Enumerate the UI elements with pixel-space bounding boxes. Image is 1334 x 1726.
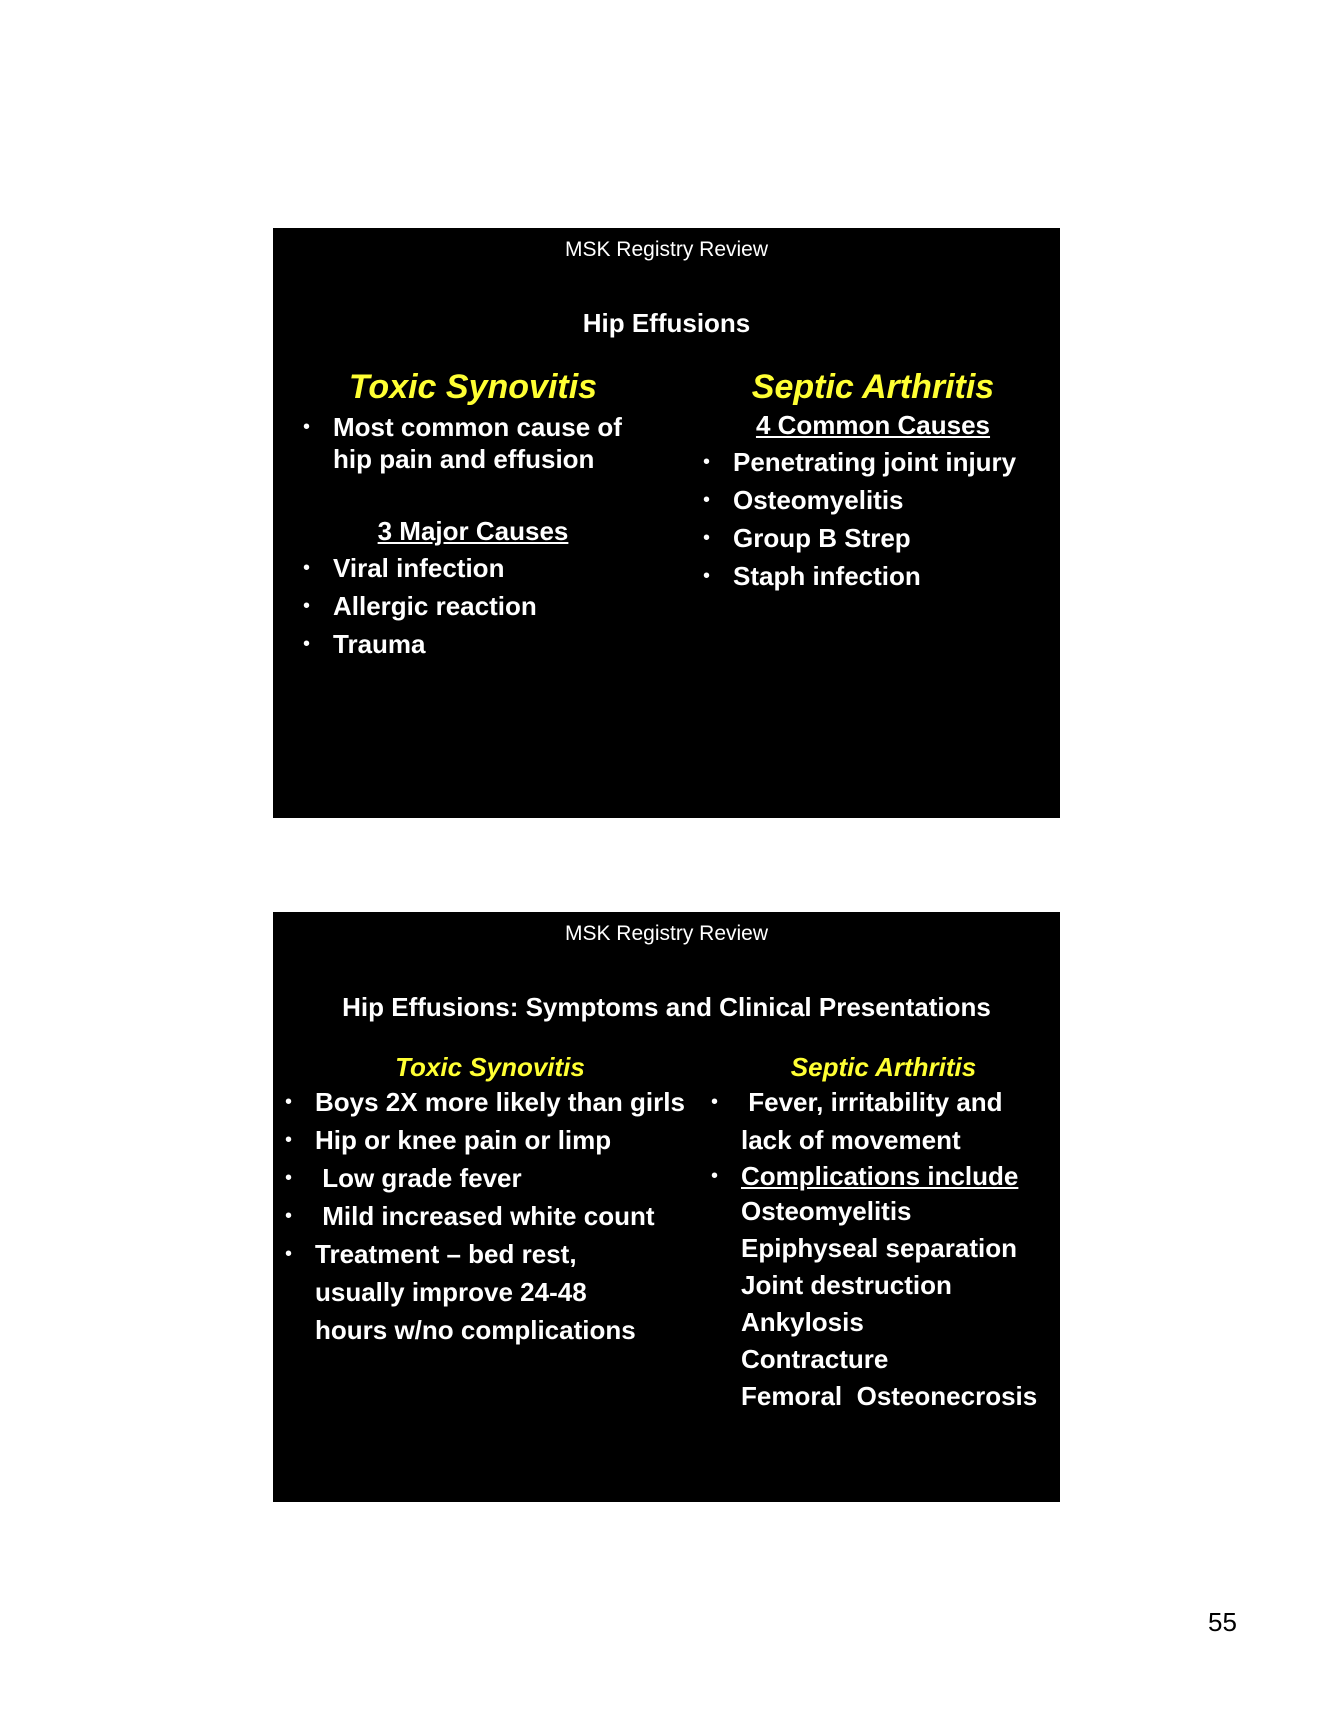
complication-item: Epiphyseal separation — [741, 1233, 1017, 1263]
list-item: • Mild increased white count — [285, 1197, 695, 1235]
intro-list — [303, 411, 643, 475]
column-heading: Septic Arthritis — [790, 1052, 977, 1082]
symptoms-list — [285, 1083, 695, 1349]
slide-header: MSK Registry Review — [564, 922, 769, 945]
causes-list — [703, 443, 1043, 595]
column-subheading: 4 Common Causes — [755, 410, 991, 440]
list-item: • Complications include — [711, 1159, 1056, 1193]
slide-hip-effusions — [273, 228, 1060, 818]
list-item: • Low grade fever — [285, 1159, 695, 1197]
column-heading: Septic Arthritis — [751, 368, 995, 406]
slide-title: Hip Effusions: Symptoms and Clinical Presentations — [342, 992, 991, 1022]
slide-symptoms-presentations — [273, 912, 1060, 1502]
complication-item: Osteomyelitis — [741, 1196, 912, 1226]
column-heading: Toxic Synovitis — [348, 368, 598, 406]
list-item: • Group B Strep — [703, 519, 1043, 557]
septic-arthritis-column — [703, 368, 1043, 595]
column-subheading: 3 Major Causes — [377, 516, 569, 546]
list-item: • Viral infection — [303, 549, 643, 587]
list-item: • Fever, irritability and lack of movement — [711, 1083, 1041, 1159]
list-item: • Staph infection — [703, 557, 1043, 595]
list-item: • Allergic reaction — [303, 587, 643, 625]
list-item: • Hip or knee pain or limp — [285, 1121, 695, 1159]
complication-item: Joint destruction — [741, 1270, 952, 1300]
page-number: 55 — [1208, 1607, 1237, 1637]
complication-item: Femoral Osteonecrosis — [741, 1381, 1038, 1411]
toxic-synovitis-column — [285, 1052, 695, 1349]
complication-item: Ankylosis — [741, 1307, 864, 1337]
complication-item: Contracture — [741, 1344, 889, 1374]
list-item: • Penetrating joint injury — [703, 443, 1043, 481]
causes-list — [303, 549, 643, 663]
column-heading: Toxic Synovitis — [395, 1052, 585, 1082]
slide-title: Hip Effusions — [582, 308, 751, 338]
slide-header: MSK Registry Review — [564, 238, 769, 261]
list-item: • Most common cause of hip pain and effusion — [303, 411, 643, 475]
toxic-synovitis-column — [303, 368, 643, 663]
list-item: • Trauma — [303, 625, 643, 663]
septic-arthritis-column — [711, 1052, 1056, 1415]
list-item: • Osteomyelitis — [703, 481, 1043, 519]
complications-list — [711, 1193, 1056, 1415]
list-item: • Boys 2X more likely than girls — [285, 1083, 695, 1121]
list-item: • Treatment – bed rest, usually improve 24-48 hours w/no complications — [285, 1235, 645, 1349]
symptoms-list — [711, 1083, 1056, 1193]
